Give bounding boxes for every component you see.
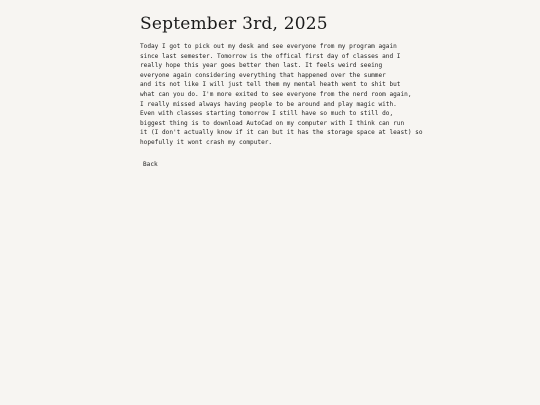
- entry-line: what can you do. I'm more exited to see everyone from the nerd room again,: [140, 90, 412, 98]
- back-link[interactable]: Back: [143, 161, 158, 168]
- entry-line: it (I don't actually know if it can but it has the storage space at least) so: [140, 129, 423, 137]
- entry-line: everyone again considering everything that happened over the summer: [140, 71, 386, 79]
- journal-entry-body: [140, 42, 423, 148]
- entry-line: I really missed always having people to be around and play magic with.: [140, 100, 397, 108]
- entry-line: and its not like I will just tell them my mental heath went to shit but: [140, 81, 401, 89]
- entry-line: hopefully it wont crash my computer.: [140, 138, 273, 146]
- entry-line: biggest thing is to download AutoCad on my computer with I think can run: [140, 119, 405, 127]
- entry-line: since last semester. Tomorrow is the offical first day of classes and I: [140, 52, 401, 60]
- entry-line: Today I got to pick out my desk and see everyone from my program again: [140, 43, 397, 50]
- entry-line: Even with classes starting tomorrow I still have so much to still do,: [140, 110, 394, 118]
- page-title: September 3rd, 2025: [140, 14, 328, 34]
- entry-line: really hope this year goes better then last. It feels weird seeing: [140, 62, 383, 70]
